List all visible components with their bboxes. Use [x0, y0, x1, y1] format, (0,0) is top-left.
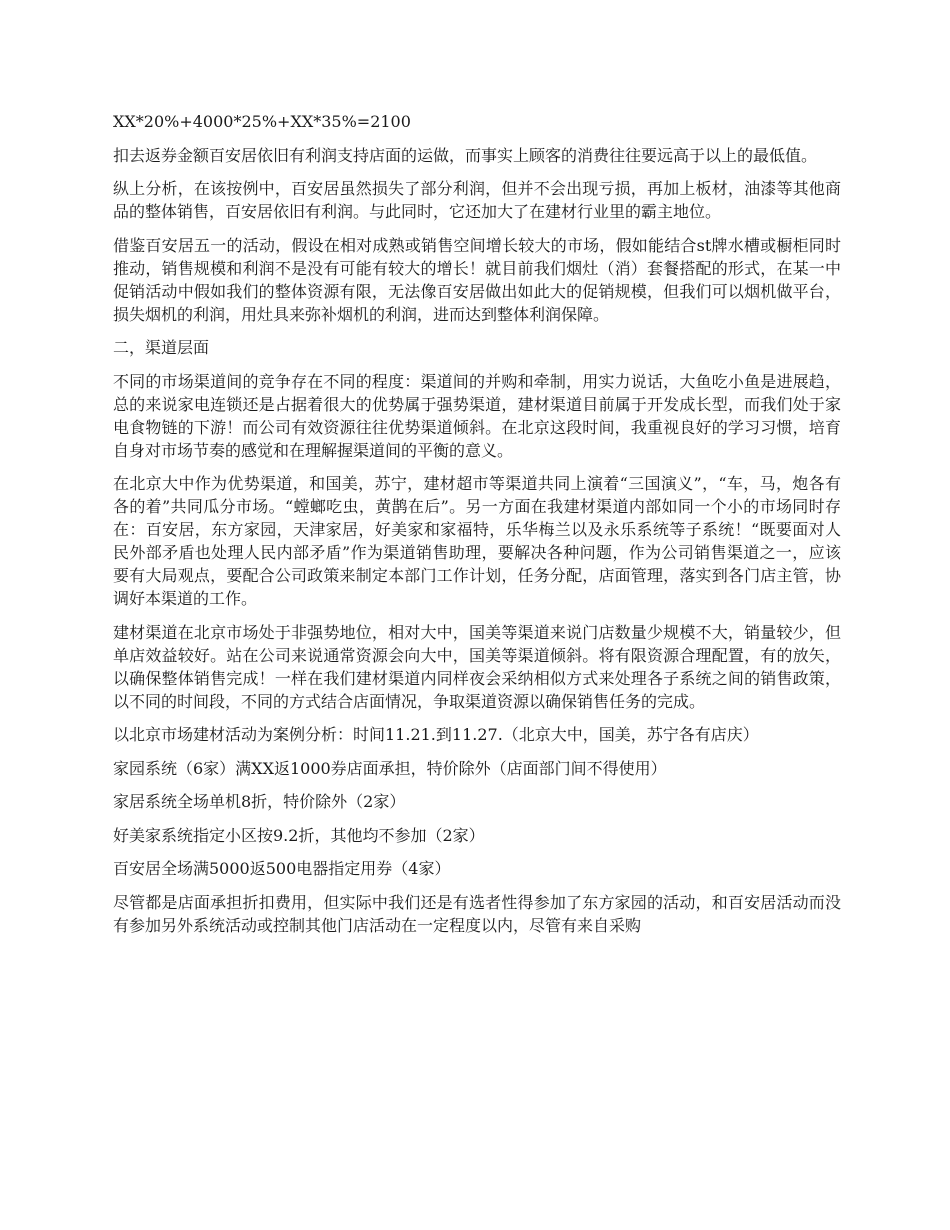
paragraph: 在北京大中作为优势渠道，和国美，苏宁，建材超市等渠道共同上演着“三国演义”，“车，马，炮各有各的着”共同瓜分市场。“螳螂吃虫，黄鹊在后”。另一方面在我建材渠道内部如同一个小的市场同时存在：百安居，东方家园，天津家居，好美家和家福特，乐华梅兰以及永乐系统等子系统！“既要面对人民外部矛盾也处理人民内部矛盾”作为渠道销售助理，要解决各种问题，作为公司销售渠道之一，应该要有大局观点，要配合公司政策来制定本部门工作计划，任务分配，店面管理，落实到各门店主管，协调好本渠道的工作。: [113, 474, 841, 608]
list-item: 好美家系统指定小区按9.2折，其他均不参加（2家）: [113, 825, 485, 845]
formula-line: XX*20%+4000*25%+XX*35%=2100: [113, 112, 411, 131]
paragraph: 扣去返券金额百安居依旧有利润支持店面的运做，而事实上顾客的消费往往要远高于以上的最低值。: [113, 145, 818, 165]
paragraph: 尽管都是店面承担折扣费用，但实际中我们还是有选者性得参加了东方家园的活动，和百安居活动而没有参加另外系统活动或控制其他门店活动在一定程度以内，尽管有来自采购: [113, 892, 841, 935]
paragraph: 不同的市场渠道间的竞争存在不同的程度：渠道间的并购和牵制，用实力说话，大鱼吃小鱼是进展趋，总的来说家电连锁还是占据着很大的优势属于强势渠道，建材渠道目前属于开发成长型，而我们处于家电食物链的下游！而公司有效资源往往优势渠道倾斜。在北京这段时间，我重视良好的学习习惯，培育自身对市场节奏的感觉和在理解握渠道间的平衡的意义。: [113, 371, 841, 460]
case-intro: 以北京市场建材活动为案例分析：时间11.21.到11.27.（北京大中，国美，苏宁各有店庆）: [113, 725, 759, 744]
section-heading: 二，渠道层面: [113, 338, 210, 357]
paragraph: 纵上分析，在该按例中，百安居虽然损失了部分利润，但并不会出现亏损，再加上板材，油漆等其他商品的整体销售，百安居依旧有利润。与此同时，它还加大了在建材行业里的霸主地位。: [113, 179, 841, 221]
paragraph: 建材渠道在北京市场处于非强势地位，相对大中，国美等渠道来说门店数量少规模不大，销量较少，但单店效益较好。站在公司来说通常资源会向大中，国美等渠道倾斜。将有限资源合理配置，有的放矢，以确保整体销售完成！一样在我们建材渠道内同样夜会采纳相似方式来处理各子系统之间的销售政策，以不同的时间段，不同的方式结合店面情况，争取渠道资源以确保销售任务的完成。: [113, 622, 841, 711]
list-item: 百安居全场满5000返500电器指定用券（4家）: [113, 859, 451, 878]
list-item: 家园系统（6家）满XX返1000券店面承担，特价除外（店面部门间不得使用）: [113, 758, 667, 778]
document-page: [113, 110, 841, 947]
paragraph: 借鉴百安居五一的活动，假设在相对成熟或销售空间增长较大的市场，假如能结合st牌水槽或橱柜同时推动，销售规模和利润不是没有可能有较大的增长！就目前我们烟灶（消）套餐搭配的形式，在某一中促销活动中假如我们的整体资源有限，无法像百安居做出如此大的促销规模，但我们可以烟机做平台，损失烟机的利润，用灶具来弥补烟机的利润，进而达到整体利润保障。: [113, 235, 841, 324]
list-item: 家居系统全场单机8折，特价除外（2家）: [113, 792, 406, 811]
